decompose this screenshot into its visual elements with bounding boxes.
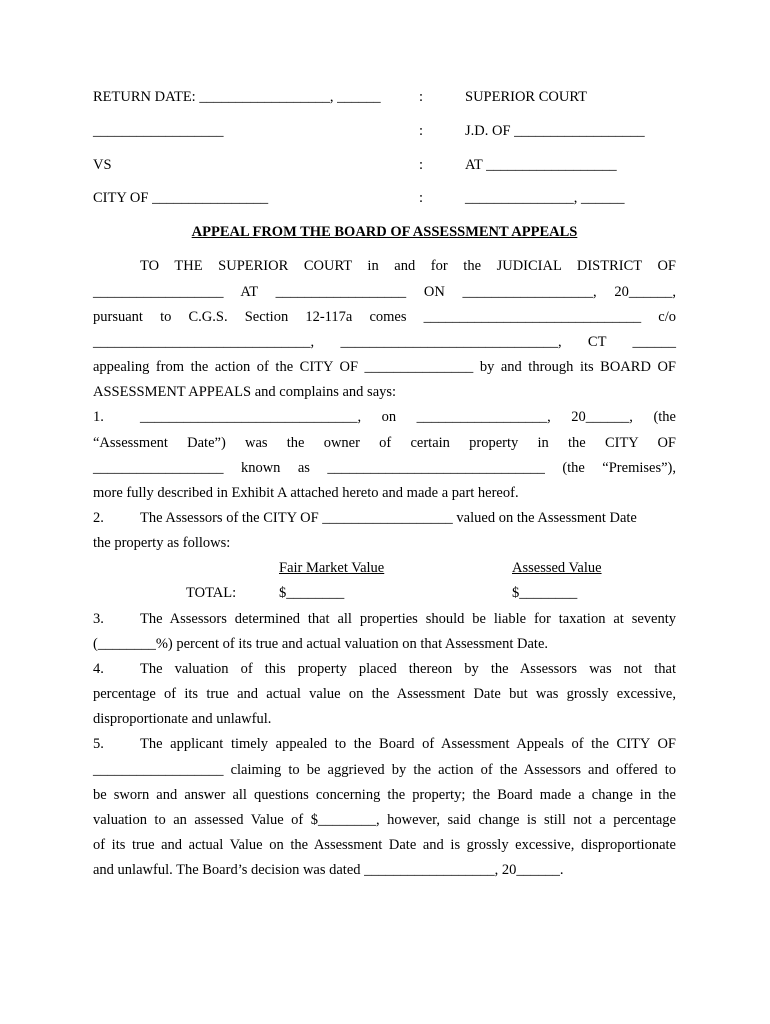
- caption-colon: :: [419, 123, 424, 139]
- paragraph-4-line: The valuation of this property placed thereon by the Assessors was not that: [140, 661, 676, 677]
- paragraph-number: 1.: [93, 409, 104, 425]
- paragraph-3-line: The Assessors determined that all properties should be liable for taxation at seventy: [140, 611, 676, 627]
- paragraph-5-line: of its true and actual Value on the Assessment Date and is grossly excessive, disproportionate: [93, 837, 676, 853]
- paragraph-5-line: valuation to an assessed Value of $________, however, said change is still not a percentage: [93, 812, 676, 828]
- paragraph-1-line: more fully described in Exhibit A attached hereto and made a part hereof.: [93, 485, 519, 501]
- paragraph-3-line: (________%) percent of its true and actual valuation on that Assessment Date.: [93, 636, 549, 652]
- fair-market-value-total: $________: [279, 585, 345, 601]
- paragraph-5-line: and unlawful. The Board’s decision was dated __________________, 20______.: [93, 862, 564, 878]
- intro-line: ASSESSMENT APPEALS and complains and says:: [93, 384, 397, 400]
- paragraph-1-line: ______________________________, on __________________, 20______, (the: [140, 409, 676, 425]
- document-title: APPEAL FROM THE BOARD OF ASSESSMENT APPEALS: [191, 224, 578, 240]
- paragraph-4-line: disproportionate and unlawful.: [93, 711, 272, 727]
- paragraph-5-line: The applicant timely appealed to the Board of Assessment Appeals of the CITY OF: [140, 736, 676, 752]
- caption-colon: :: [419, 190, 424, 206]
- intro-line: pursuant to C.G.S. Section 12-117a comes ______________________________ c/o: [93, 309, 676, 325]
- paragraph-number: 2.: [93, 510, 104, 526]
- judicial-district-line: J.D. OF __________________: [465, 123, 645, 139]
- intro-line: ______________________________, ______________________________, CT ______: [93, 334, 676, 350]
- assessed-value-total: $________: [512, 585, 578, 601]
- court-location-line: AT __________________: [465, 157, 617, 173]
- assessed-value-header: Assessed Value: [512, 560, 602, 576]
- total-label: TOTAL:: [186, 585, 237, 601]
- caption-colon: :: [419, 89, 424, 105]
- plaintiff-blank: __________________: [93, 123, 224, 139]
- paragraph-number: 5.: [93, 736, 104, 752]
- return-date-line: RETURN DATE: __________________, ______: [93, 89, 381, 105]
- paragraph-1-line: “Assessment Date”) was the owner of certain property in the CITY OF: [93, 435, 676, 451]
- paragraph-4-line: percentage of its true and actual value on the Assessment Date but was grossly excessive,: [93, 686, 676, 702]
- intro-line: __________________ AT __________________ ON __________________, 20______,: [93, 284, 676, 300]
- court-name: SUPERIOR COURT: [465, 89, 587, 105]
- caption-colon: :: [419, 157, 424, 173]
- paragraph-1-line: __________________ known as ______________________________ (the “Premises”),: [93, 460, 676, 476]
- paragraph-number: 3.: [93, 611, 104, 627]
- paragraph-number: 4.: [93, 661, 104, 677]
- intro-line: TO THE SUPERIOR COURT in and for the JUDICIAL DISTRICT OF: [140, 258, 676, 274]
- versus-label: VS: [93, 157, 112, 173]
- paragraph-5-line: __________________ claiming to be aggrieved by the action of the Assessors and offered to: [93, 762, 676, 778]
- paragraph-5-line: be sworn and answer all questions concerning the property; the Board made a change in the: [93, 787, 676, 803]
- paragraph-2-line: The Assessors of the CITY OF __________________ valued on the Assessment Date: [140, 510, 637, 526]
- caption-date-line: _______________, ______: [465, 190, 625, 206]
- intro-line: appealing from the action of the CITY OF _______________ by and through its BOARD OF: [93, 359, 676, 375]
- fair-market-value-header: Fair Market Value: [279, 560, 385, 576]
- defendant-city-line: CITY OF ________________: [93, 190, 269, 206]
- paragraph-2-line: the property as follows:: [93, 535, 231, 551]
